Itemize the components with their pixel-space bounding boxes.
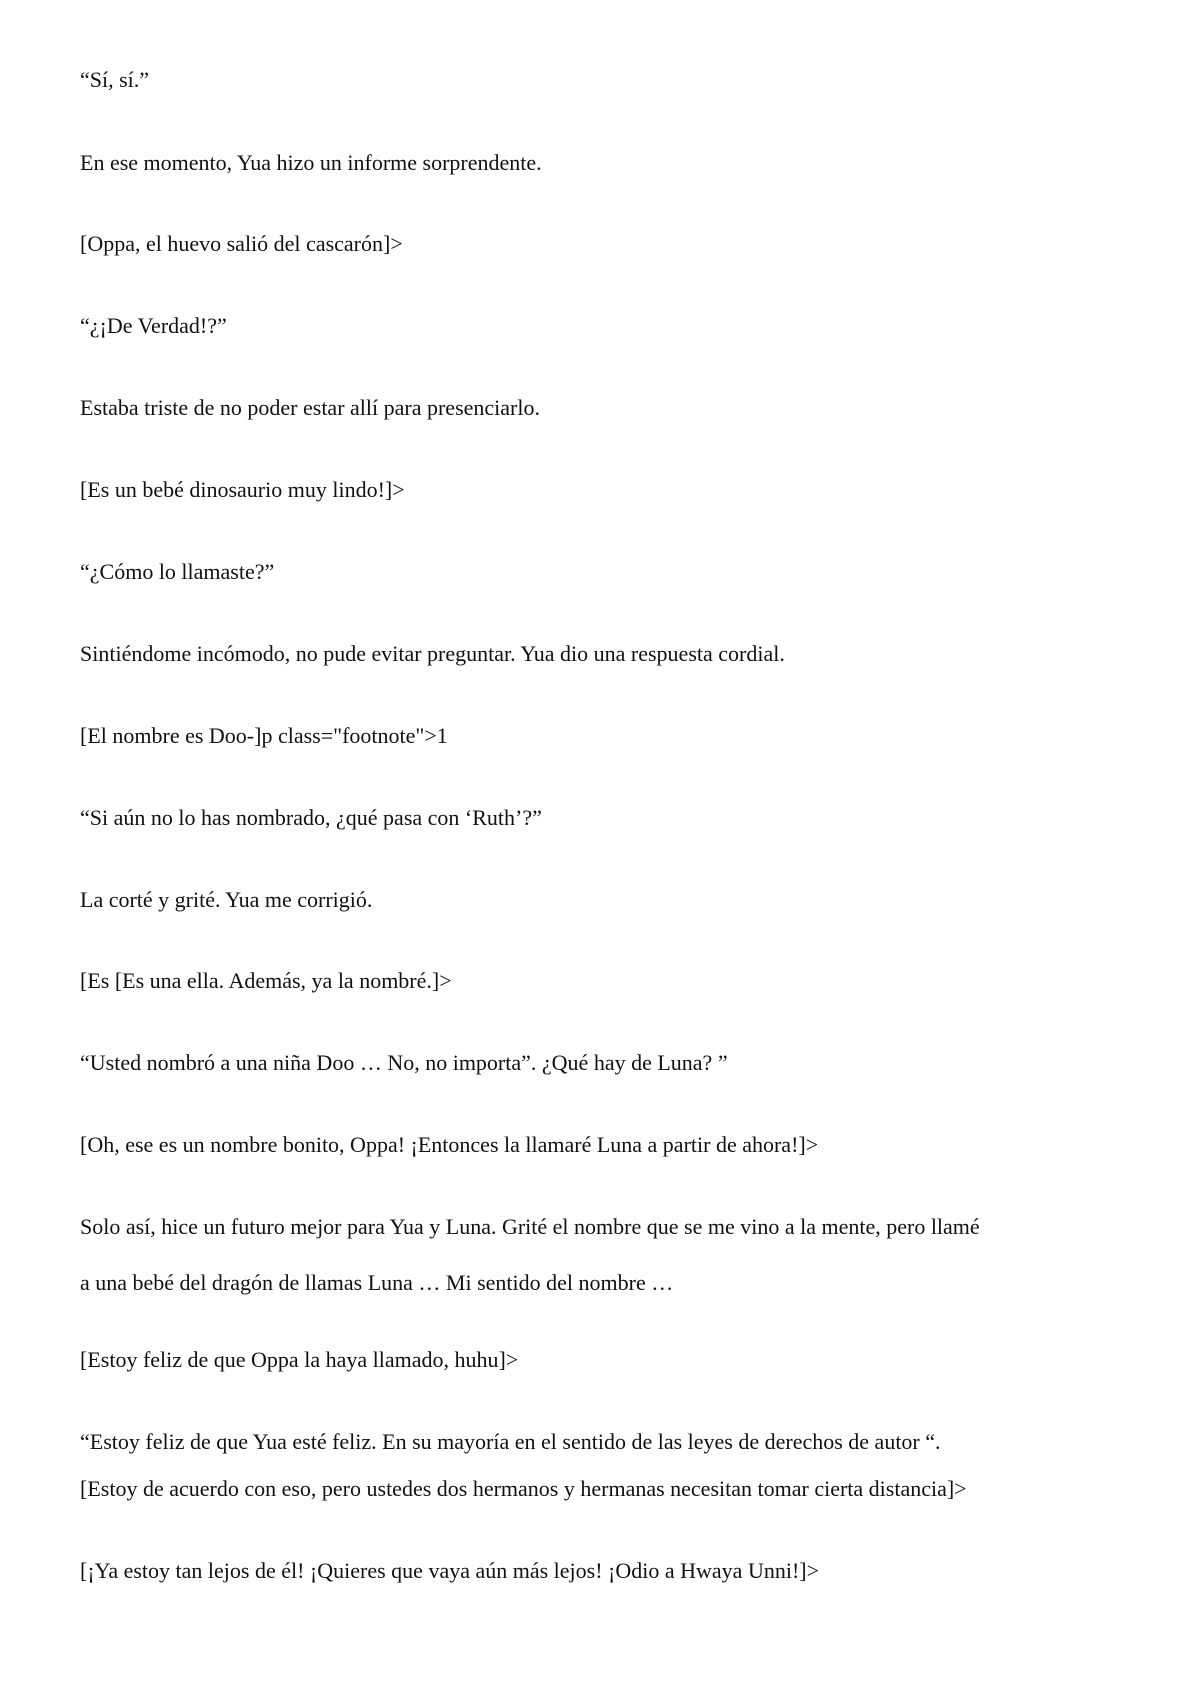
text-line: [El nombre es Doo-]p class="footnote">1 bbox=[80, 723, 448, 748]
text-line: [¡Ya estoy tan lejos de él! ¡Quieres que vaya aún más lejos! ¡Odio a Hwaya Unni!]> bbox=[80, 1558, 820, 1583]
text-line: Solo así, hice un futuro mejor para Yua y Luna. Grité el nombre que se me vino a la mente, pero llamé bbox=[80, 1214, 980, 1239]
text-line: [Oppa, el huevo salió del cascarón]> bbox=[80, 231, 403, 256]
text-line: Estaba triste de no poder estar allí para presenciarlo. bbox=[80, 395, 540, 420]
text-line: “Sí, sí.” bbox=[80, 67, 150, 92]
text-line: [Es un bebé dinosaurio muy lindo!]> bbox=[80, 477, 405, 502]
text-line: “¿Cómo lo llamaste?” bbox=[80, 559, 275, 584]
text-line: [Estoy feliz de que Oppa la haya llamado, huhu]> bbox=[80, 1347, 519, 1372]
text-line: “Si aún no lo has nombrado, ¿qué pasa con ‘Ruth’?” bbox=[80, 805, 542, 830]
text-line: a una bebé del dragón de llamas Luna … Mi sentido del nombre … bbox=[80, 1270, 674, 1295]
text-line: Sintiéndome incómodo, no pude evitar preguntar. Yua dio una respuesta cordial. bbox=[80, 641, 785, 666]
text-line: “Usted nombró a una niña Doo … No, no importa”. ¿Qué hay de Luna? ” bbox=[80, 1050, 728, 1075]
text-line: [Estoy de acuerdo con eso, pero ustedes dos hermanos y hermanas necesitan tomar cierta distancia]> bbox=[80, 1476, 967, 1501]
text-line: “Estoy feliz de que Yua esté feliz. En su mayoría en el sentido de las leyes de derechos de autor “. bbox=[80, 1429, 941, 1454]
text-line: “¿¡De Verdad!?” bbox=[80, 313, 227, 338]
text-line: [Es [Es una ella. Además, ya la nombré.]> bbox=[80, 968, 452, 993]
text-line: [Oh, ese es un nombre bonito, Oppa! ¡Entonces la llamaré Luna a partir de ahora!]> bbox=[80, 1132, 819, 1157]
text-line: En ese momento, Yua hizo un informe sorprendente. bbox=[80, 150, 542, 175]
text-line: La corté y grité. Yua me corrigió. bbox=[80, 887, 373, 912]
